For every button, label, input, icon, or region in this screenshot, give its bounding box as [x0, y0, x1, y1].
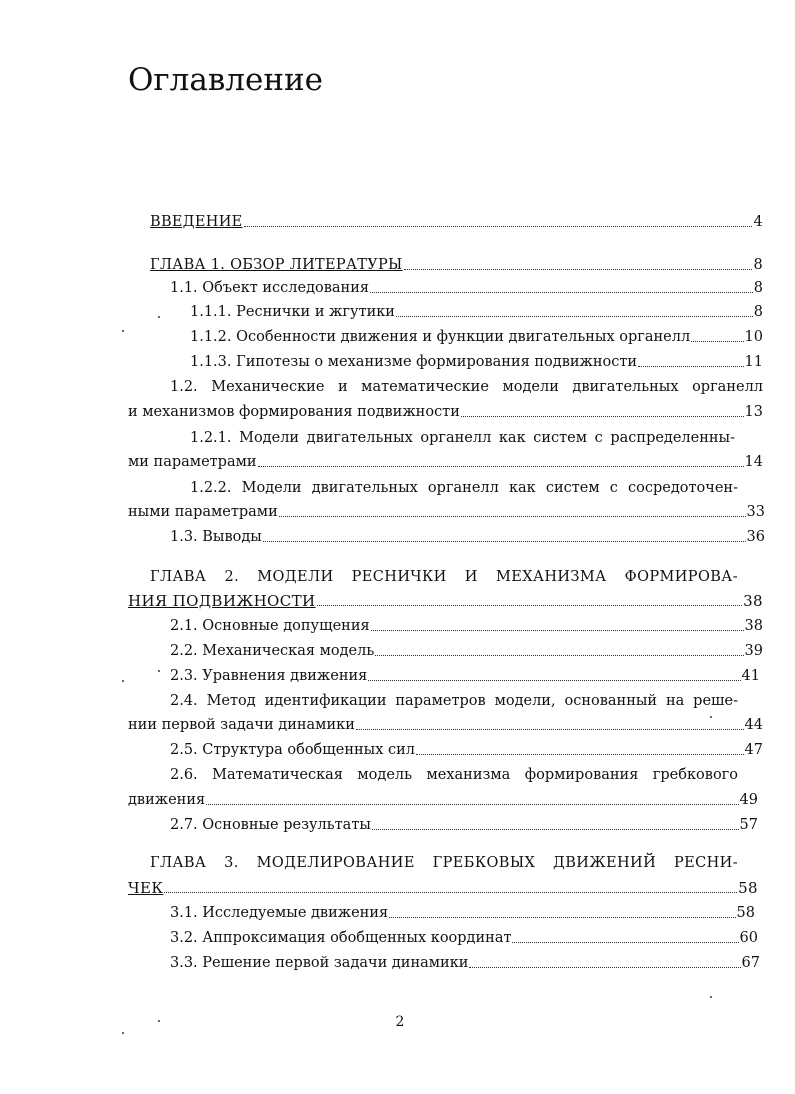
scan-speck: [158, 316, 160, 318]
toc-page-number: 41: [741, 668, 760, 684]
toc-page-number: 4: [753, 214, 763, 230]
toc-page-number: 10: [744, 329, 763, 345]
dot-leader: [263, 541, 746, 542]
dot-leader: [317, 605, 743, 606]
toc-entry-chapter-3[interactable]: [128, 879, 758, 897]
scan-speck: [158, 670, 160, 672]
scan-speck: [710, 716, 712, 718]
toc-page-number: 47: [744, 742, 763, 758]
toc-entry-1-1[interactable]: [170, 279, 763, 297]
toc-entry-2-6-line1[interactable]: 2.6. Математическая модель механизма формирования гребкового: [170, 767, 738, 783]
toc-entry-1-1-2[interactable]: [190, 328, 763, 346]
dot-leader: [279, 516, 746, 517]
dot-leader: [389, 917, 735, 918]
toc-entry-label: 2.3. Уравнения движения: [170, 668, 368, 684]
toc-entry-label: движения: [128, 792, 206, 808]
scan-speck: [122, 1032, 124, 1034]
toc-page-number: 60: [739, 930, 758, 946]
toc-entry-1-3[interactable]: [170, 528, 765, 546]
dot-leader: [461, 416, 744, 417]
dot-leader: [416, 754, 744, 755]
toc-entry-label: ными параметрами: [128, 504, 278, 520]
toc-page-number: 11: [744, 354, 763, 370]
toc-page-number: 14: [744, 454, 763, 470]
toc-entry-1-2-1-line1[interactable]: 1.2.1. Модели двигательных органелл как систем с распределенны-: [190, 430, 735, 446]
dot-leader: [244, 226, 753, 227]
toc-entry-2-6[interactable]: [128, 791, 758, 809]
toc-entry-label: 2.1. Основные допущения: [170, 618, 370, 634]
dot-leader: [404, 269, 753, 270]
toc-page-number: 58: [738, 879, 758, 897]
dot-leader: [206, 804, 738, 805]
toc-entry-chapter-3-line1[interactable]: ГЛАВА 3. МОДЕЛИРОВАНИЕ ГРЕБКОВЫХ ДВИЖЕНИЙ РЕСНИ-: [150, 855, 738, 871]
toc-entry-label: 3.2. Аппроксимация обобщенных координат: [170, 930, 512, 946]
toc-entry-chapter-1[interactable]: [150, 256, 763, 274]
dot-leader: [372, 829, 739, 830]
toc-page-number: 58: [736, 905, 755, 921]
toc-entry-label: 1.1.3. Гипотезы о механизме формирования подвижности: [190, 354, 638, 370]
toc-page-number: 13: [744, 404, 763, 420]
toc-page-number: 49: [739, 792, 758, 808]
dot-leader: [370, 292, 753, 293]
dot-leader: [396, 316, 753, 317]
toc-entry-2-3[interactable]: [170, 667, 760, 685]
dot-leader: [356, 729, 744, 730]
toc-entry-1-2-2-line1[interactable]: 1.2.2. Модели двигательных органелл как систем с сосредоточен-: [190, 480, 738, 496]
toc-entry-3-2[interactable]: [170, 929, 758, 947]
dot-leader: [258, 466, 744, 467]
toc-entry-2-7[interactable]: [170, 816, 758, 834]
dot-leader: [691, 341, 743, 342]
dot-leader: [638, 366, 743, 367]
toc-page-number: 39: [744, 643, 763, 659]
toc-entry-label: 2.5. Структура обобщенных сил: [170, 742, 415, 758]
dot-leader: [371, 630, 744, 631]
toc-entry-2-4-line1[interactable]: 2.4. Метод идентификации параметров модели, основанный на реше-: [170, 693, 738, 709]
toc-entry-label: 1.1.2. Особенности движения и функции двигательных органелл: [190, 329, 691, 345]
toc-page-number: 8: [753, 304, 763, 320]
scan-speck: [710, 996, 712, 998]
toc-entry-3-3[interactable]: [170, 954, 760, 972]
toc-page-number: 8: [753, 280, 763, 296]
toc-entry-chapter-2[interactable]: [128, 592, 763, 610]
toc-entry-label: 2.7. Основные результаты: [170, 817, 371, 833]
toc-entry-label: и механизмов формирования подвижности: [128, 404, 460, 420]
toc-entry-label: ГЛАВА 1. ОБЗОР ЛИТЕРАТУРЫ: [150, 257, 403, 273]
toc-entry-1-1-1[interactable]: [190, 303, 763, 321]
toc-page-number: 38: [744, 618, 763, 634]
toc-page-number: 44: [744, 717, 763, 733]
dot-leader: [368, 680, 740, 681]
toc-page-number: 38: [743, 592, 763, 610]
toc-entry-1-2[interactable]: [128, 403, 763, 421]
dot-leader: [469, 967, 740, 968]
toc-entry-1-2-line1[interactable]: 1.2. Механические и математические модели двигательных органелл: [170, 379, 763, 395]
page-title: Оглавление: [128, 62, 323, 98]
page-number: 2: [395, 1014, 405, 1030]
toc-entry-label: 2.2. Механическая модель: [170, 643, 375, 659]
scan-speck: [122, 680, 124, 682]
toc-entry-1-2-2[interactable]: [128, 503, 765, 521]
toc-page-number: 67: [741, 955, 760, 971]
toc-entry-label: 1.1.1. Реснички и жгутики: [190, 304, 395, 320]
toc-entry-1-2-1[interactable]: [128, 453, 763, 471]
dot-leader: [164, 892, 737, 893]
scan-speck: [158, 1020, 160, 1022]
toc-entry-2-4[interactable]: [128, 716, 763, 734]
toc-entry-2-5[interactable]: [170, 741, 763, 759]
toc-entry-label: ВВЕДЕНИЕ: [150, 214, 243, 230]
toc-page-number: 8: [753, 257, 763, 273]
toc-entry-label: 3.1. Исследуемые движения: [170, 905, 389, 921]
toc-entry-intro[interactable]: [150, 213, 763, 231]
toc-page-number: 33: [746, 504, 765, 520]
scan-speck: [122, 330, 124, 332]
toc-entry-label: 1.3. Выводы: [170, 529, 262, 545]
toc-entry-label: нии первой задачи динамики: [128, 717, 355, 733]
toc-entry-label: 1.1. Объект исследования: [170, 280, 370, 296]
toc-entry-3-1[interactable]: [170, 904, 755, 922]
toc-entry-label: 3.3. Решение первой задачи динамики: [170, 955, 469, 971]
dot-leader: [375, 655, 743, 656]
toc-entry-chapter-2-line1[interactable]: ГЛАВА 2. МОДЕЛИ РЕСНИЧКИ И МЕХАНИЗМА ФОРМИРОВА-: [150, 569, 738, 585]
toc-entry-label: ЧЕК: [128, 879, 164, 897]
toc-entry-1-1-3[interactable]: [190, 353, 763, 371]
toc-entry-2-1[interactable]: [170, 617, 763, 635]
toc-entry-label: ми параметрами: [128, 454, 257, 470]
dot-leader: [512, 942, 738, 943]
toc-page-number: 36: [746, 529, 765, 545]
toc-entry-label: НИЯ ПОДВИЖНОСТИ: [128, 592, 316, 610]
toc-page-number: 57: [739, 817, 758, 833]
toc-entry-2-2[interactable]: [170, 642, 763, 660]
